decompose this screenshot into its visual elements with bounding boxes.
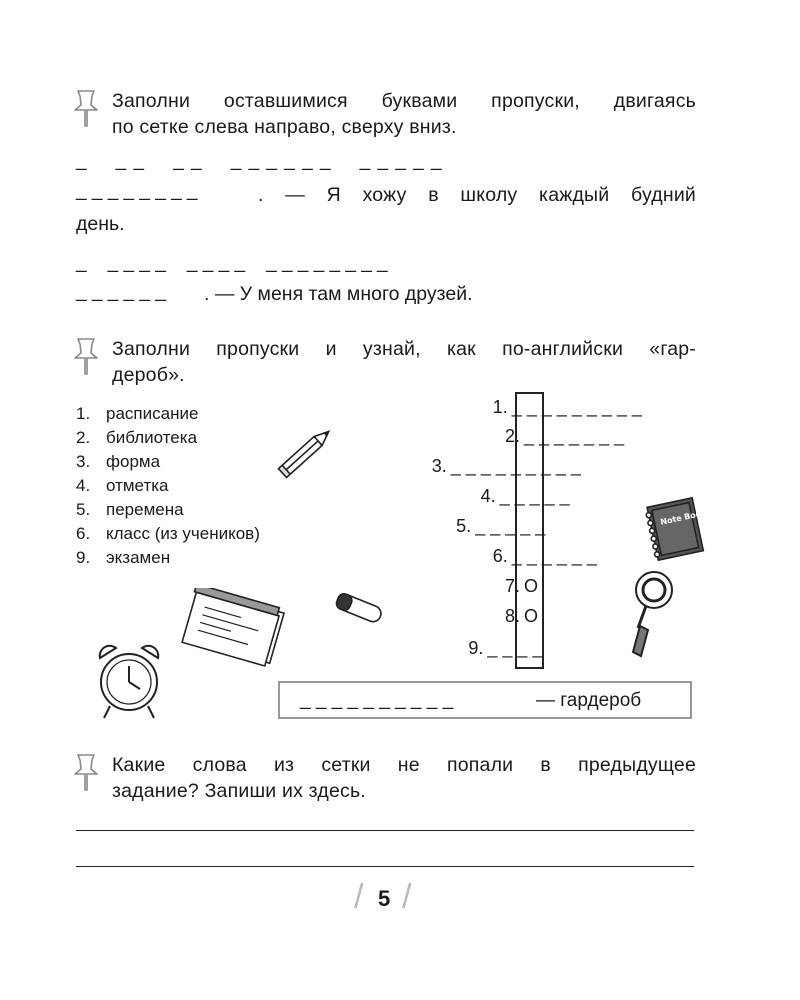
task1-instruction-line1: Заполни оставшимися буквами пропуски, двигаясь — [112, 90, 696, 112]
crossword-blanks-before[interactable]: _ _ _ — [487, 638, 533, 658]
clue-item: 3. форма — [76, 452, 161, 471]
crossword-blanks-after[interactable]: _ _ — [550, 456, 581, 476]
crossword-blanks-after[interactable]: _ _ _ _ _ _ _ — [536, 397, 642, 417]
crossword-row — [482, 397, 642, 418]
svg-text:Note Book: Note Book — [659, 508, 708, 527]
answer-write-line[interactable] — [76, 830, 694, 831]
sentence2-text: . — У меня там много друзей. — [204, 283, 473, 305]
crossword-row-number: 8. — [504, 606, 520, 626]
sentence1-text-end: день. — [76, 213, 125, 235]
page-number: 5 — [378, 886, 391, 911]
crossword-blanks-after[interactable]: _ _ _ _ _ _ — [534, 426, 625, 446]
crossword-key-cell[interactable]: _ — [540, 456, 551, 476]
task3-instruction-line1: Какие слова из сетки не попали в предыдущее — [112, 754, 696, 776]
clue-item: 4. отметка — [76, 476, 169, 495]
crossword-row — [445, 516, 545, 537]
crossword-row-number: 7. — [504, 576, 520, 596]
task2-instruction-line2: дероб». — [112, 364, 185, 386]
eraser-icon — [330, 588, 388, 633]
crossword-row — [421, 456, 581, 477]
task3-instruction-line2: задание? Запиши их здесь. — [112, 780, 366, 802]
pushpin-icon — [72, 336, 100, 378]
clue-list — [76, 402, 260, 570]
crossword-row — [494, 426, 624, 447]
crossword-row-number: 4. — [480, 486, 496, 506]
crossword-row — [494, 576, 538, 597]
crossword-blanks-after[interactable]: _ _ — [539, 486, 570, 506]
crossword-blanks-before[interactable]: _ _ _ _ — [475, 516, 536, 536]
answer-write-line[interactable] — [76, 866, 694, 867]
crossword-key-cell[interactable]: _ — [529, 486, 540, 506]
crossword-row — [494, 606, 538, 627]
crossword-blanks-after[interactable]: _ _ _ _ — [536, 546, 597, 566]
sentence2-blanks-row1: _ _ _ _ _ _ _ _ _ _ _ _ _ _ _ _ _ — [76, 252, 388, 273]
magnifier-icon — [628, 568, 676, 667]
answer-box — [278, 681, 692, 719]
crossword-row — [482, 546, 597, 567]
pushpin-icon — [72, 88, 100, 130]
crossword-key-cell[interactable]: _ — [524, 426, 535, 446]
crossword-key-cell[interactable]: _ — [526, 397, 537, 417]
crossword-blanks-before[interactable]: _ _ — [499, 486, 530, 506]
crossword-row-number: 6. — [492, 546, 508, 566]
pencil-icon — [272, 418, 342, 489]
crossword-blanks-before[interactable]: _ — [511, 546, 527, 566]
sentence1-text: . — Я хожу в школу каждый будний — [258, 184, 696, 206]
crossword-blanks-before[interactable]: _ — [511, 397, 527, 417]
clue-item: 1. расписание — [76, 404, 199, 423]
notepad-icon — [178, 588, 290, 673]
sentence1-blanks-row1: _ _ _ _ _ _ _ _ _ _ _ _ _ _ _ _ — [76, 150, 442, 171]
answer-blanks[interactable]: _ _ _ _ _ _ _ _ _ _ — [300, 689, 454, 710]
clue-item: 9. экзамен — [76, 548, 171, 567]
crossword-row-number: 3. — [431, 456, 447, 476]
notebook-icon — [638, 492, 712, 569]
crossword-row — [470, 486, 570, 507]
crossword-row-number: 5. — [456, 516, 472, 536]
slash-decoration: / — [402, 878, 412, 916]
sentence1-blanks-row2: _ _ _ _ _ _ _ _ — [76, 180, 198, 201]
crossword-key-cell[interactable]: _ — [535, 516, 546, 536]
task1-instruction-line2: по сетке слева направо, сверху вниз. — [112, 116, 457, 138]
crossword-row-number: 2. — [504, 426, 520, 446]
clue-item: 5. перемена — [76, 500, 184, 519]
answer-label: — гардероб — [536, 690, 642, 711]
clue-item: 6. класс (из учеников) — [76, 524, 260, 543]
crossword-key-cell[interactable]: _ — [532, 638, 543, 658]
crossword-key-cell[interactable]: _ — [526, 546, 537, 566]
crossword-row-number: 1. — [492, 397, 508, 417]
crossword-key-cell[interactable]: O — [524, 576, 539, 596]
slash-decoration: / — [354, 878, 364, 916]
pushpin-icon — [72, 752, 100, 794]
sentence2-blanks-row2: _ _ _ _ _ _ — [76, 281, 166, 302]
crossword-row — [457, 638, 542, 659]
clue-item: 2. библиотека — [76, 428, 198, 447]
crossword-row-number: 9. — [468, 638, 484, 658]
crossword-blanks-before[interactable]: _ _ _ _ _ _ — [450, 456, 541, 476]
crossword-key-cell[interactable]: O — [524, 606, 539, 626]
alarm-clock-icon — [94, 640, 164, 727]
page-number-area — [352, 878, 422, 922]
task2-instruction-line1: Заполни пропуски и узнай, как по-английски «гар- — [112, 338, 696, 360]
